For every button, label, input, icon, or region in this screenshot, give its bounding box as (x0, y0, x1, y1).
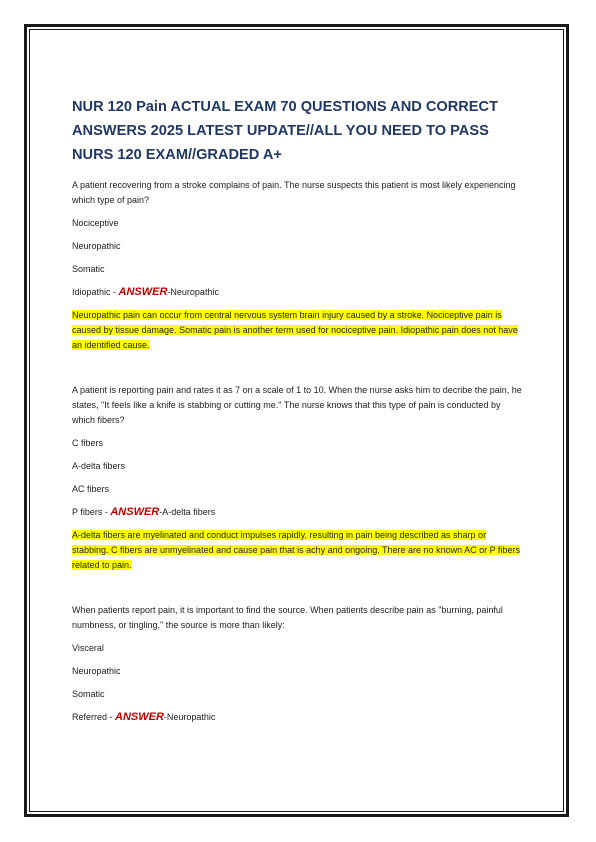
answer-option: C fibers (72, 438, 104, 448)
answer-option: AC fibers (72, 484, 110, 494)
question-stem: A patient recovering from a stroke complains of pain. The nurse suspects this patient is most likely experiencing which type of pain? (72, 180, 516, 205)
question-stem: A patient is reporting pain and rates it as 7 on a scale of 1 to 10. When the nurse asks him to decribe the pain, he states, "It feels like a knife is stabbing or cutting me." The nurse knows that this type of pain is conducted by which fibers? (72, 385, 522, 425)
correct-answer: -Neuropathic (167, 287, 219, 297)
answer-option: Referred - (72, 712, 116, 722)
answer-line (72, 285, 524, 300)
answer-option: Somatic (72, 689, 105, 699)
answer-line (72, 505, 524, 520)
answer-option: Neuropathic (72, 241, 121, 251)
answer-option: Idiopathic - (72, 287, 119, 297)
answer-line (72, 710, 524, 725)
rationale-text: Neuropathic pain can occur from central nervous system brain injury caused by a stroke. Nociceptive pain is caused by tissue damage. Somatic pain is another term used for nociceptive pain. Idiopathic pain does not have an identified cause. (72, 310, 518, 350)
answer-option: Neuropathic (72, 666, 121, 676)
question-block-1 (72, 178, 524, 353)
document-body (72, 95, 524, 733)
answer-tag: ANSWER (118, 286, 168, 298)
answer-tag: ANSWER (110, 506, 160, 518)
answer-option: P fibers - (72, 507, 111, 517)
rationale (72, 308, 524, 353)
document-title: NUR 120 Pain ACTUAL EXAM 70 QUESTIONS AND CORRECT ANSWERS 2025 LATEST UPDATE//ALL YOU NEED TO PASS NURS 120 EXAM//GRADED A+ (72, 99, 498, 163)
answer-option: Nociceptive (72, 218, 119, 228)
rationale-text: A-delta fibers are myelinated and conduct impulses rapidly, resulting in pain being described as sharp or stabbing. C fibers are unmyelinated and cause pain that is achy and ongoing. There are no known AC or P fibers related to pain. (72, 530, 520, 570)
answer-tag: ANSWER (115, 711, 164, 723)
question-block-2 (72, 383, 524, 573)
answer-option: Visceral (72, 643, 104, 653)
question-stem: When patients report pain, it is important to find the source. When patients describe pain as "burning, painful numbness, or tingling," the source is more than likely: (72, 605, 503, 630)
answer-option: A-delta fibers (72, 461, 126, 471)
answer-option: Somatic (72, 264, 105, 274)
correct-answer: -A-delta fibers (159, 507, 216, 517)
correct-answer: -Neuropathic (163, 712, 216, 722)
question-block-3 (72, 603, 524, 725)
rationale (72, 528, 524, 573)
